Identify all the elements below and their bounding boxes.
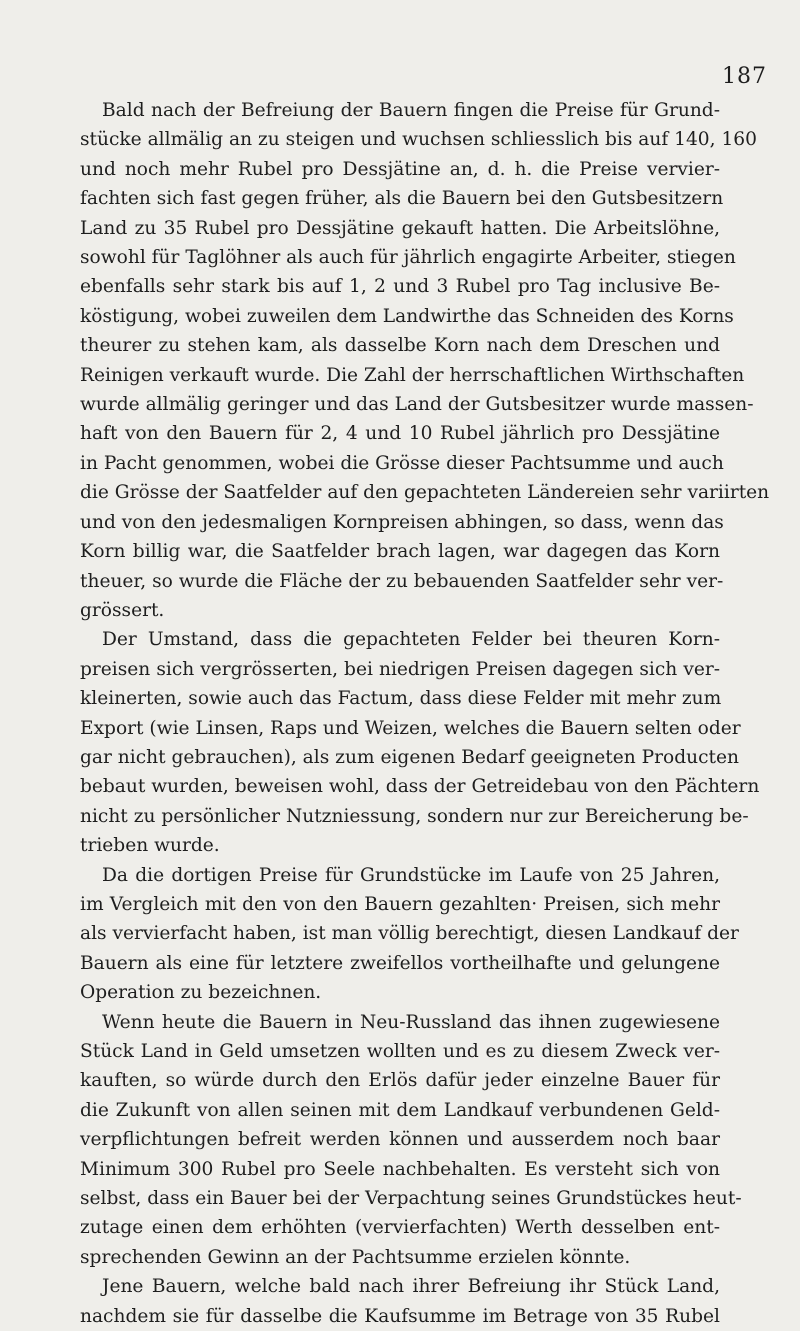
- paragraph: [80, 1272, 720, 1331]
- text-line: im Vergleich mit den von den Bauern gezahlten· Preisen, sich mehr: [80, 893, 720, 915]
- text-line: kleinerten, sowie auch das Factum, dass diese Felder mit mehr zum: [80, 688, 722, 710]
- text-line: verpflichtungen befreit werden können und ausserdem noch baar: [80, 1129, 720, 1151]
- text-line: gar nicht gebrauchen), als zum eigenen Bedarf geeigneten Producten: [80, 746, 739, 768]
- text-line: stücke allmälig an zu steigen und wuchsen schliesslich bis auf 140, 160: [80, 129, 757, 151]
- text-line: trieben wurde.: [80, 835, 220, 857]
- text-line: bebaut wurden, beweisen wohl, dass der Getreidebau von den Pächtern: [80, 776, 760, 798]
- text-line: grössert.: [80, 599, 165, 621]
- text-line: sprechenden Gewinn an der Pachtsumme erzielen könnte.: [80, 1246, 631, 1268]
- text-line: nachdem sie für dasselbe die Kaufsumme im Betrage von 35 Rubel: [80, 1305, 720, 1327]
- page-number: 187: [722, 64, 767, 89]
- text-line: Minimum 300 Rubel pro Seele nachbehalten. Es versteht sich von: [80, 1158, 720, 1180]
- text-line: zutage einen dem erhöhten (vervierfachten) Werth desselben ent-: [80, 1217, 720, 1239]
- text-line: Operation zu bezeichnen.: [80, 982, 322, 1004]
- text-line: in Pacht genommen, wobei die Grösse dieser Pachtsumme und auch: [80, 452, 724, 474]
- text-line: Bald nach der Befreiung der Bauern fingen die Preise für Grund-: [102, 100, 720, 121]
- paragraph: [80, 96, 770, 625]
- text-line: als vervierfacht haben, ist man völlig berechtigt, diesen Landkauf der: [80, 923, 739, 945]
- text-line: Da die dortigen Preise für Grundstücke im Laufe von 25 Jahren,: [102, 864, 720, 886]
- text-line: theurer zu stehen kam, als dasselbe Korn nach dem Dreschen und: [80, 335, 720, 357]
- text-line: Wenn heute die Bauern in Neu-Russland das ihnen zugewiesene: [102, 1011, 720, 1033]
- text-line: kauften, so würde durch den Erlös dafür jeder einzelne Bauer für: [80, 1070, 720, 1092]
- text-line: Reinigen verkauft wurde. Die Zahl der herrschaftlichen Wirthschaften: [80, 364, 745, 386]
- paragraph: [80, 861, 739, 1008]
- text-line: fachten sich fast gegen früher, als die Bauern bei den Gutsbesitzern: [80, 188, 724, 210]
- text-line: die Zukunft von allen seinen mit dem Landkauf verbundenen Geld-: [80, 1099, 720, 1121]
- text-line: ebenfalls sehr stark bis auf 1, 2 und 3 Rubel pro Tag inclusive Be-: [80, 276, 720, 298]
- text-line: Stück Land in Geld umsetzen wollten und es zu diesem Zweck ver-: [80, 1041, 720, 1062]
- text-line: und noch mehr Rubel pro Dessjätine an, d. h. die Preise vervier-: [80, 158, 720, 180]
- body-text: [80, 96, 770, 1331]
- text-line: haft von den Bauern für 2, 4 und 10 Rubel jährlich pro Dessjätine: [80, 423, 720, 445]
- text-line: Bauern als eine für letztere zweifellos vortheilhafte und gelungene: [80, 952, 720, 974]
- paragraph: [80, 625, 760, 860]
- paragraph: [80, 1008, 742, 1273]
- text-line: Export (wie Linsen, Raps und Weizen, welches die Bauern selten oder: [80, 717, 741, 739]
- text-line: Korn billig war, die Saatfelder brach lagen, war dagegen das Korn: [80, 541, 720, 563]
- text-line: sowohl für Taglöhner als auch für jährlich engagirte Arbeiter, stiegen: [80, 247, 736, 269]
- text-line: wurde allmälig geringer und das Land der Gutsbesitzer wurde massen-: [80, 394, 754, 416]
- text-line: theuer, so wurde die Fläche der zu bebauenden Saatfelder sehr ver-: [80, 570, 724, 592]
- text-line: Der Umstand, dass die gepachteten Felder bei theuren Korn-: [102, 629, 720, 651]
- text-line: und von den jedesmaligen Kornpreisen abhingen, so dass, wenn das: [80, 511, 724, 533]
- text-line: Land zu 35 Rubel pro Dessjätine gekauft hatten. Die Arbeitslöhne,: [80, 217, 720, 239]
- text-line: die Grösse der Saatfelder auf den gepachteten Ländereien sehr variirten: [80, 482, 770, 504]
- text-line: nicht zu persönlicher Nutzniessung, sondern nur zur Bereicherung be-: [80, 805, 749, 827]
- text-line: köstigung, wobei zuweilen dem Landwirthe das Schneiden des Korns: [80, 305, 734, 327]
- text-line: preisen sich vergrösserten, bei niedrigen Preisen dagegen sich ver-: [80, 658, 720, 680]
- text-line: Jene Bauern, welche bald nach ihrer Befreiung ihr Stück Land,: [102, 1276, 720, 1298]
- text-line: selbst, dass ein Bauer bei der Verpachtung seines Grundstückes heut-: [80, 1188, 742, 1210]
